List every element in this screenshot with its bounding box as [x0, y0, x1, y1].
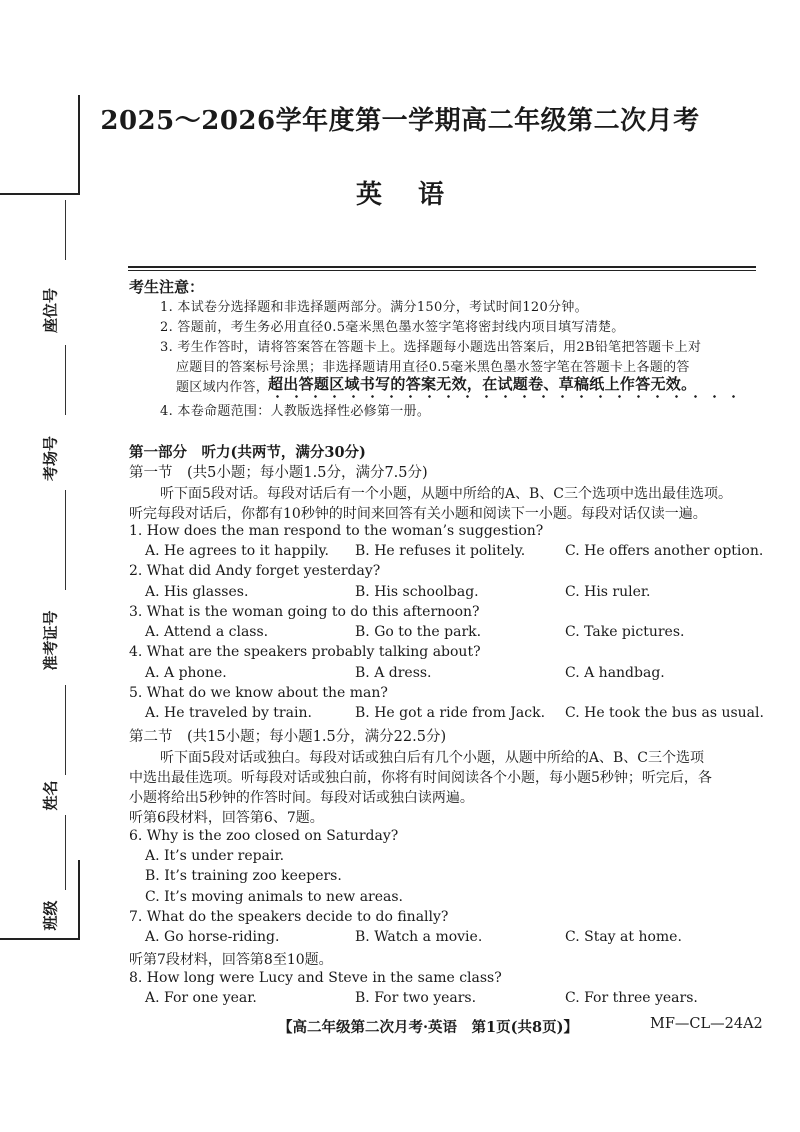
q2-option-a: A. His glasses.	[145, 584, 249, 600]
material-6-note: 听第6段材料，回答第6、7题。	[129, 810, 324, 826]
binding-tick-bottom	[0, 938, 80, 940]
name-blank	[65, 815, 66, 890]
name-label: 姓名	[41, 780, 60, 811]
part1-heading: 第一部分 听力(共两节，满分30分)	[129, 444, 366, 461]
q1-option-c: C. He offers another option.	[565, 543, 764, 559]
page-footer: 【高二年级第二次月考·英语 第1页(共8页)】	[278, 1019, 578, 1036]
q8-option-c: C. For three years.	[565, 990, 698, 1006]
notice-emphasis: 超出答题区域书写的答案无效，在试题卷、草稿纸上作答无效。	[268, 375, 697, 393]
admission-number-label: 准考证号	[41, 610, 60, 671]
question-5: 5. What do we know about the man?	[129, 685, 388, 701]
class-label: 班级	[41, 900, 60, 931]
seat-number-blank-lower	[65, 345, 66, 415]
q7-option-c: C. Stay at home.	[565, 929, 682, 945]
q5-option-c: C. He took the bus as usual.	[565, 705, 764, 721]
subject-char-2: 语	[418, 180, 445, 210]
question-3: 3. What is the woman going to do this afternoon?	[129, 604, 480, 620]
question-8: 8. How long were Lucy and Steve in the same class?	[129, 970, 502, 986]
notice-heading: 考生注意：	[129, 278, 205, 296]
notice-item-4: 4. 本卷命题范围：人教版选择性必修第一册。	[160, 404, 431, 419]
q6-option-c: C. It’s moving animals to new areas.	[145, 889, 403, 905]
section2-heading: 第二节 (共15小题；每小题1.5分，满分22.5分)	[129, 729, 447, 745]
question-1: 1. How does the man respond to the woman’s suggestion?	[129, 523, 544, 539]
section2-instruction-3: 小题将给出5秒钟的作答时间。每段对话或独白读两遍。	[129, 790, 474, 806]
q7-option-a: A. Go horse-riding.	[145, 929, 280, 945]
q6-option-a: A. It’s under repair.	[145, 848, 285, 864]
q4-option-c: C. A handbag.	[565, 665, 665, 681]
q7-option-b: B. Watch a movie.	[355, 929, 483, 945]
admission-number-blank	[65, 685, 66, 775]
q2-option-b: B. His schoolbag.	[355, 584, 479, 600]
q3-option-c: C. Take pictures.	[565, 624, 685, 640]
material-7-note: 听第7段材料，回答第8至10题。	[129, 952, 333, 968]
header-rule-thin	[128, 270, 756, 271]
question-7: 7. What do the speakers decide to do finally?	[129, 909, 449, 925]
notice-item-3: 3. 考生作答时，请将答案答在答题卡上。选择题每小题选出答案后，用2B铅笔把答题卡上对	[160, 340, 702, 355]
q8-option-b: B. For two years.	[355, 990, 477, 1006]
notice-item-1: 1. 本试卷分选择题和非选择题两部分。满分150分，考试时间120分钟。	[160, 300, 588, 315]
seat-number-label: 座位号	[41, 287, 60, 334]
question-4: 4. What are the speakers probably talking about?	[129, 644, 481, 660]
q3-option-b: B. Go to the park.	[355, 624, 482, 640]
q6-option-b: B. It’s training zoo keepers.	[145, 868, 342, 884]
q1-option-a: A. He agrees to it happily.	[145, 543, 329, 559]
q8-option-a: A. For one year.	[145, 990, 257, 1006]
notice-item-3-cont: 应题目的答案标号涂黑；非选择题请用直径0.5毫米黑色墨水签字笔在答题卡上各题的答	[176, 360, 690, 375]
question-6: 6. Why is the zoo closed on Saturday?	[129, 828, 399, 844]
header-rule-thick	[128, 266, 756, 268]
q3-option-a: A. Attend a class.	[145, 624, 269, 640]
section1-instruction-2: 听完每段对话后，你都有10秒钟的时间来回答有关小题和阅读下一小题。每段对话仅读一遍。	[129, 506, 707, 522]
paper-code: MF—CL—24A2	[650, 1016, 763, 1032]
exam-room-blank	[65, 490, 66, 590]
q5-option-a: A. He traveled by train.	[145, 705, 312, 721]
notice-item-3-end: 题区域内作答，	[176, 380, 270, 395]
section2-instruction-2: 中选出最佳选项。听每段对话或独白前，你将有时间阅读各个小题，每小题5秒钟；听完后，各	[129, 770, 712, 786]
section1-heading: 第一节 (共5小题；每小题1.5分，满分7.5分)	[129, 465, 428, 481]
exam-room-label: 考场号	[41, 435, 60, 482]
binding-line-lower	[78, 860, 80, 940]
subject-char-1: 英	[355, 180, 382, 210]
section2-instruction-1: 听下面5段对话或独白。每段对话或独白后有几个小题，从题中所给的A、B、C三个选项	[160, 750, 705, 766]
q1-option-b: B. He refuses it politely.	[355, 543, 526, 559]
emphasis-dots	[268, 395, 738, 398]
exam-title: 2025～2026学年度第一学期高二年级第二次月考	[100, 106, 700, 136]
section1-instruction-1: 听下面5段对话。每段对话后有一个小题，从题中所给的A、B、C三个选项中选出最佳选项。	[160, 486, 733, 502]
q4-option-b: B. A dress.	[355, 665, 432, 681]
subject-title	[0, 174, 800, 211]
q5-option-b: B. He got a ride from Jack.	[355, 705, 546, 721]
q4-option-a: A. A phone.	[145, 665, 227, 681]
question-2: 2. What did Andy forget yesterday?	[129, 563, 381, 579]
notice-item-2: 2. 答题前，考生务必用直径0.5毫米黑色墨水签字笔将密封线内项目填写清楚。	[160, 320, 625, 335]
q2-option-c: C. His ruler.	[565, 584, 651, 600]
